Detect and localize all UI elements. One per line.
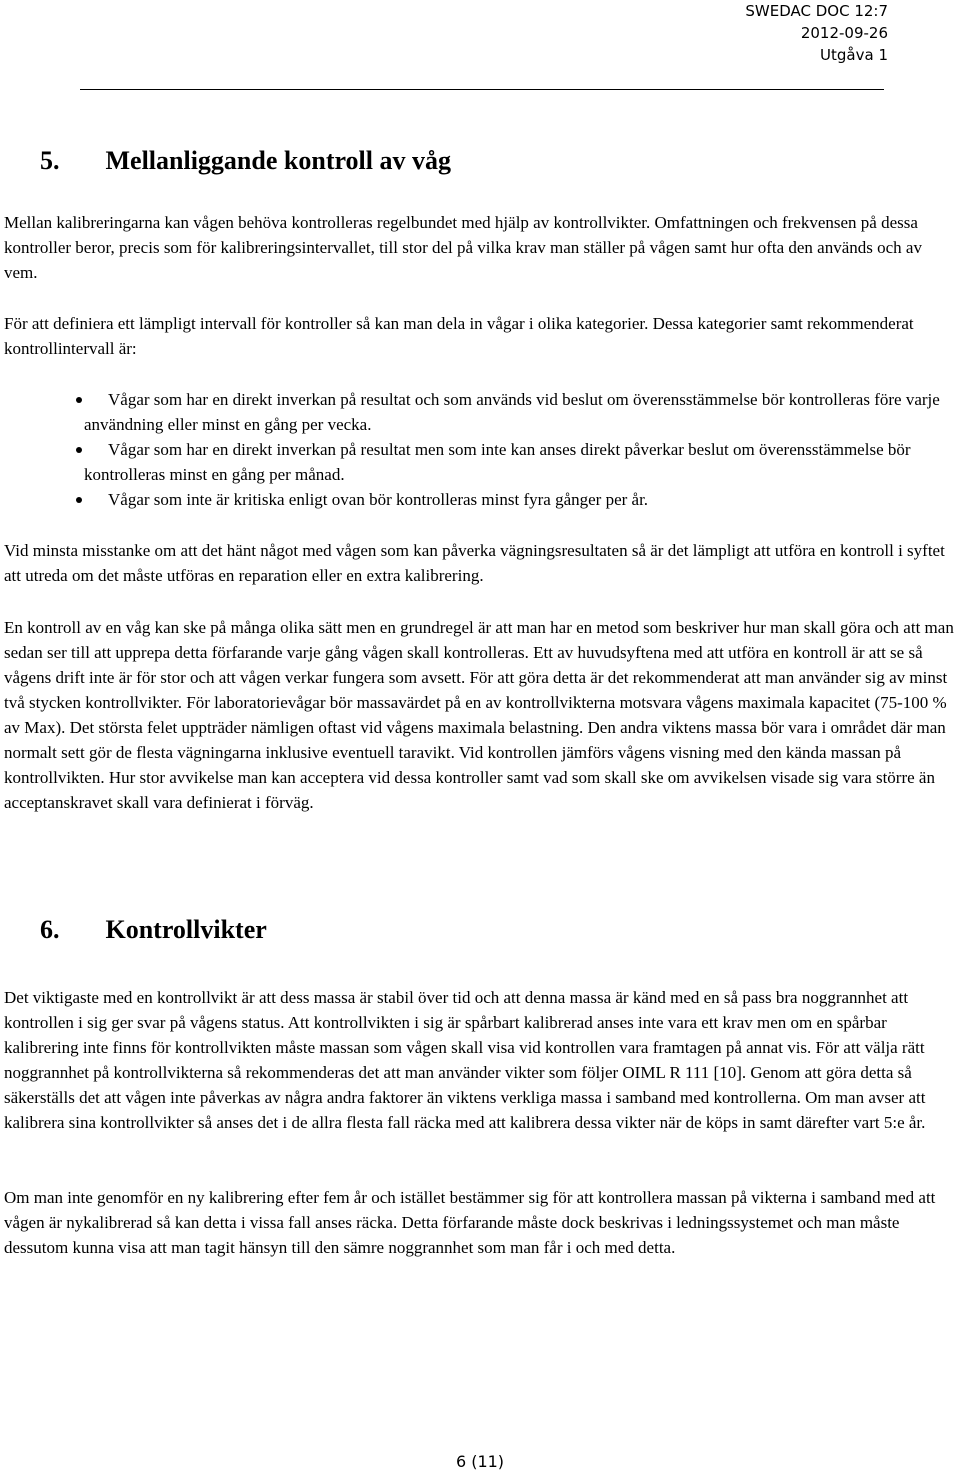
document-date: 2012-09-26 xyxy=(800,24,888,42)
section-6-title: Kontrollvikter xyxy=(105,915,267,944)
list-item-text: Vågar som har en direkt inverkan på resultat men som inte kan anses direkt påverkar beslut om överensstämmelse bör kontrolleras minst en gång per månad. xyxy=(84,440,911,484)
document-id: SWEDAC DOC 12:7 xyxy=(745,2,888,20)
section-6-heading xyxy=(40,915,267,945)
list-item xyxy=(4,437,956,487)
section-5-paragraph-3: Vid minsta misstanke om att det hänt något med vågen som kan påverka vägningsresultaten så är det lämpligt att utföra en kontroll i syftet att utreda om det måste utföras en reparation eller en extra kalibrering. xyxy=(4,541,945,585)
list-item-text: Vågar som inte är kritiska enligt ovan bör kontrolleras minst fyra gånger per år. xyxy=(108,490,649,509)
page-number: 6 (11) xyxy=(455,1452,505,1471)
section-5-paragraph-2: För att definiera ett lämpligt intervall för kontroller så kan man dela in vågar i olika kategorier. Dessa kategorier samt rekommenderat kontrollintervall är: xyxy=(4,314,914,358)
list-item xyxy=(4,387,956,437)
document-edition: Utgåva 1 xyxy=(820,46,888,64)
inspection-interval-list xyxy=(4,387,956,512)
header-divider xyxy=(80,89,884,90)
section-6-paragraph-2: Om man inte genomför en ny kalibrering efter fem år och istället bestämmer sig för att kontrollera massan på vikterna i samband med att vågen är nykalibrerad så kan detta i vissa fall anses räcka. Detta förfarande måste dock beskrivas i ledningssystemet och man måste dessutom kunna visa att man tagit hänsyn till den sämre noggrannhet som man får i och med detta. xyxy=(4,1188,936,1257)
section-5-number: 5. xyxy=(40,146,60,175)
bullet-icon xyxy=(76,447,82,453)
section-5-heading xyxy=(40,146,451,176)
list-item xyxy=(4,487,956,512)
document-header xyxy=(745,0,888,66)
section-6-paragraph-1: Det viktigaste med en kontrollvikt är att dess massa är stabil över tid och att denna massa är känd med en så pass bra noggrannhet att kontrollen i sig ger svar på vågens status. Att kontrollvikten i sig är spårbart kalibrerad anses inte vara ett krav men om en spårbar kalibrering inte finns för kontrollvikten måste massan som vågen skall visa vid kontrollen vara framtagen på annat vis. För att välja rätt noggrannhet på kontrollvikterna så rekommenderas det att man använder vikter som följer OIML R 111 [10]. Genom att göra detta så säkerställs det att vågen inte påverkas av några andra faktorer än viktens verkliga massa i samband med kontrollerna. Om man avser att kalibrera sina kontrollvikter så anses det i de allra flesta fall räcka med att kalibrera dessa vikter när de köps in samt därefter vart 5:e år. xyxy=(4,988,926,1132)
section-5-title: Mellanliggande kontroll av våg xyxy=(105,146,451,175)
section-5-paragraph-4: En kontroll av en våg kan ske på många olika sätt men en grundregel är att man har en metod som beskriver hur man skall göra och att man sedan ser till att upprepa detta förfarande varje gång vågen skall kontrolleras. Ett av huvudsyftena med att utföra en kontroll är att se så vågens drift inte är för stor och att vågen verkar fungera som avsett. För att göra detta är det rekommenderat att man använder sig av minst två stycken kontrollvikter. För laboratorievågar bör massavärdet på en av kontrollvikterna motsvara vågens maximala kapacitet (75-100 % av Max). Det största felet uppträder nämligen oftast vid vågens maximala belastning. Den andra viktens massa bör vara i området där man normalt sett gör de flesta vägningarna inklusive eventuell taravikt. Vid kontrollen jämförs vågens visning med den kända massan på kontrollvikten. Hur stor avvikelse man kan acceptera vid dessa kontroller samt vad som skall ske om avvikelsen visade sig vara större än acceptanskravet skall vara definierat i förväg. xyxy=(4,618,954,812)
bullet-icon xyxy=(76,397,82,403)
section-5-paragraph-1: Mellan kalibreringarna kan vågen behöva kontrolleras regelbundet med hjälp av kontrollvikter. Omfattningen och frekvensen på dessa kontroller beror, precis som för kalibreringsintervallet, till stor del på vilka krav man ställer på vågen samt hur ofta den används och av vem. xyxy=(4,213,922,282)
bullet-icon xyxy=(76,497,82,503)
section-6-number: 6. xyxy=(40,915,60,944)
list-item-text: Vågar som har en direkt inverkan på resultat och som används vid beslut om överensstämmelse bör kontrolleras före varje användning eller minst en gång per vecka. xyxy=(84,390,940,434)
